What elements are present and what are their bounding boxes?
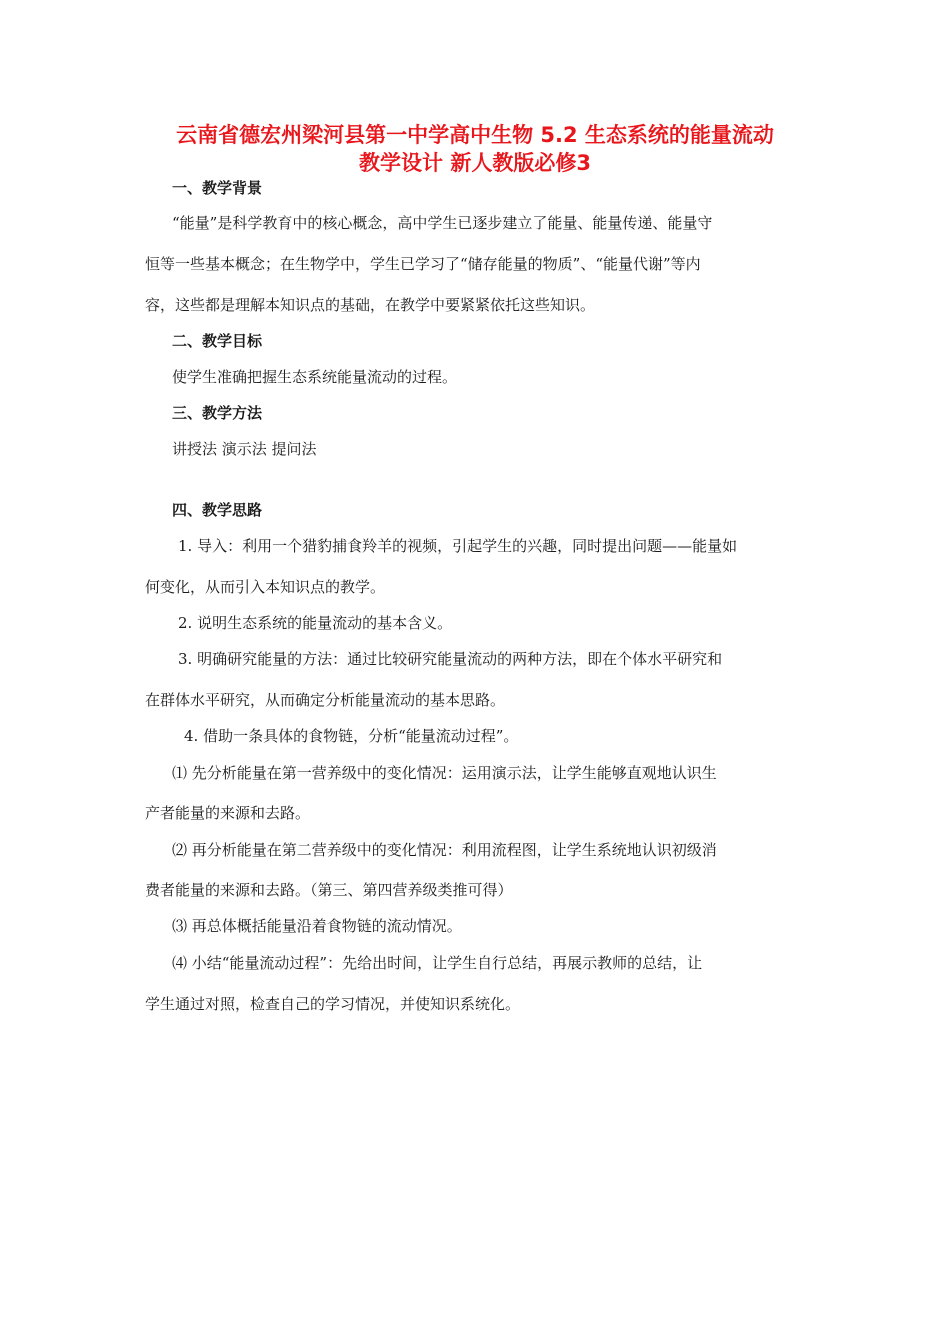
list-item: 1. 导入：利用一个猎豹捕食羚羊的视频，引起学生的兴趣，同时提出问题——能量如 (178, 537, 738, 555)
section-heading-method: 三、教学方法 (172, 404, 263, 422)
list-item: 3. 明确研究能量的方法：通过比较研究能量流动的两种方法，即在个体水平研究和 (178, 650, 723, 668)
paragraph-line: 讲授法 演示法 提问法 (172, 440, 317, 458)
document-title-line-2: 教学设计 新人教版必修3 (359, 151, 591, 175)
list-item: ⑵ 再分析能量在第二营养级中的变化情况：利用流程图，让学生系统地认识初级消 (172, 841, 717, 859)
list-item-continuation: 何变化，从而引入本知识点的教学。 (145, 578, 386, 596)
list-item: 4. 借助一条具体的食物链，分析“能量流动过程”。 (184, 727, 519, 745)
section-heading-approach: 四、教学思路 (172, 501, 263, 519)
paragraph-line: 使学生准确把握生态系统能量流动的过程。 (172, 368, 458, 386)
document-title-line-1: 云南省德宏州梁河县第一中学高中生物 5.2 生态系统的能量流动 (176, 123, 774, 147)
list-item: ⑷ 小结“能量流动过程”：先给出时间，让学生自行总结，再展示教师的总结，让 (172, 954, 703, 972)
list-item-continuation: 产者能量的来源和去路。 (145, 804, 311, 822)
section-heading-goal: 二、教学目标 (172, 332, 263, 350)
list-item-continuation: 在群体水平研究，从而确定分析能量流动的基本思路。 (145, 691, 506, 709)
list-item-continuation: 费者能量的来源和去路。（第三、第四营养级类推可得） (145, 881, 513, 899)
paragraph-line: 恒等一些基本概念；在生物学中，学生已学习了“储存能量的物质”、“能量代谢”等内 (145, 255, 701, 273)
list-item: 2. 说明生态系统的能量流动的基本含义。 (178, 614, 453, 632)
list-item: ⑴ 先分析能量在第一营养级中的变化情况：运用演示法，让学生能够直观地认识生 (172, 764, 717, 782)
list-item-continuation: 学生通过对照，检查自己的学习情况，并使知识系统化。 (145, 995, 521, 1013)
list-item: ⑶ 再总体概括能量沿着食物链的流动情况。 (172, 917, 462, 935)
section-heading-background: 一、教学背景 (172, 179, 263, 197)
paragraph-line: 容，这些都是理解本知识点的基础，在教学中要紧紧依托这些知识。 (145, 296, 596, 314)
paragraph-line: “能量”是科学教育中的核心概念，高中学生已逐步建立了能量、能量传递、能量守 (172, 214, 713, 232)
